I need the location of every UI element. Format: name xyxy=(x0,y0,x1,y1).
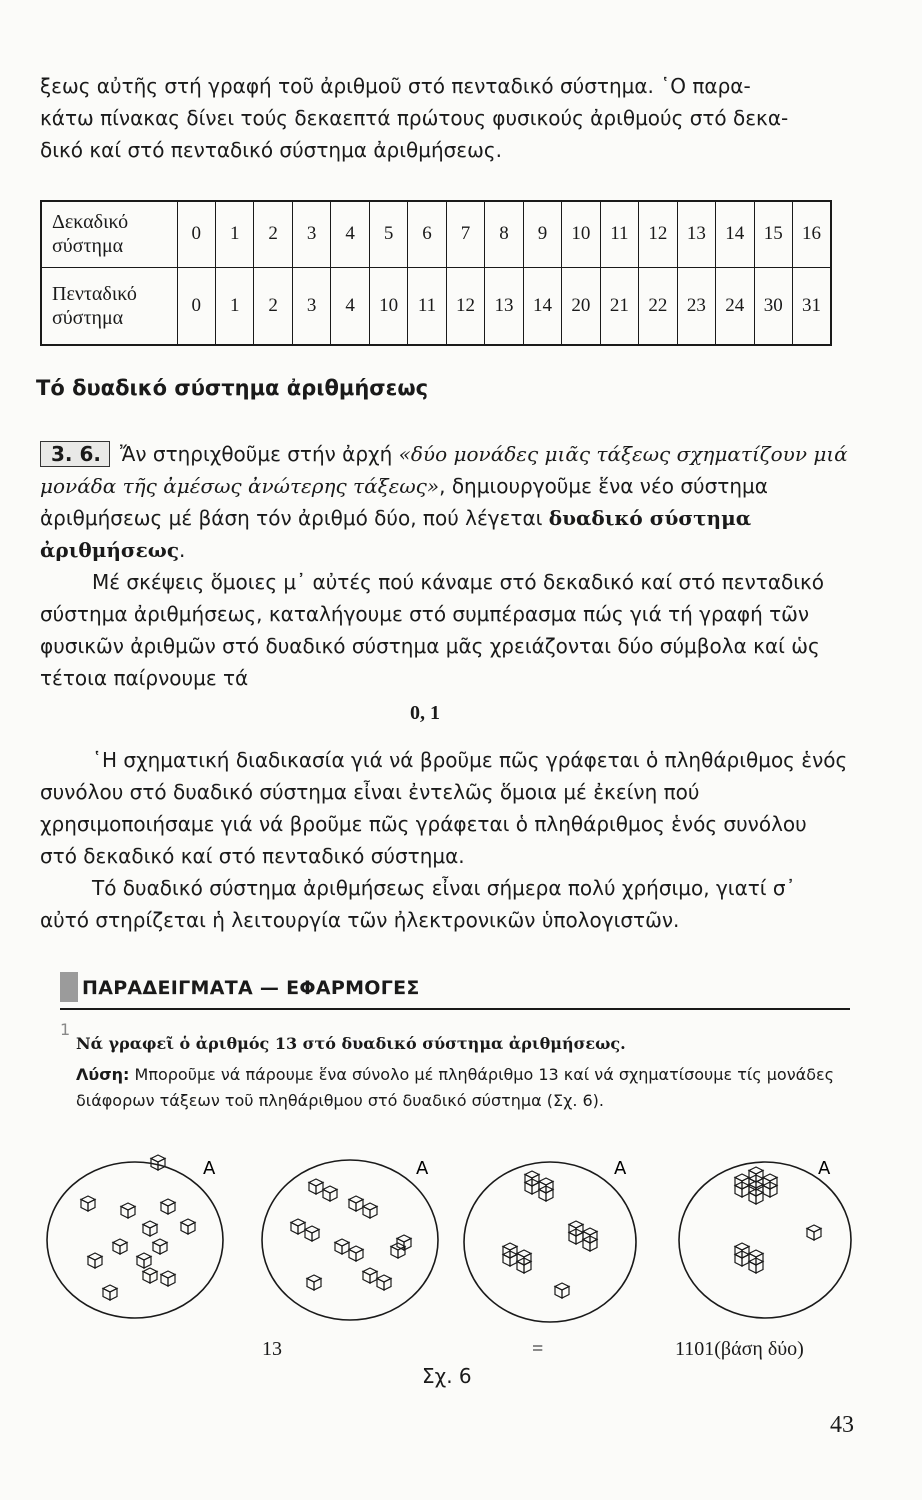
decimal-cell: 12 xyxy=(639,201,677,267)
decimal-cell: 14 xyxy=(716,201,754,267)
pair-group xyxy=(291,1219,319,1241)
example-solution: Λύση: Μποροῦμε νά πάρουμε ἕνα σύνολο μέ πληθάριθμο 13 καί νά σχηματίσουμε τίς μονάδες διάφορων τάξεων τοῦ πληθάριθμου στό δυαδικό σύστημα (Σχ. 6). xyxy=(76,1065,835,1110)
four-group xyxy=(525,1171,553,1201)
set-boundary xyxy=(464,1162,636,1322)
unit-cube xyxy=(121,1203,135,1218)
section-number: 3. 6. xyxy=(40,441,110,467)
example-number: 1 xyxy=(60,1020,71,1039)
unit-cube xyxy=(555,1283,569,1298)
page-number: 43 xyxy=(830,1412,854,1438)
unit-cube xyxy=(137,1253,151,1268)
divider xyxy=(60,1008,850,1010)
decimal-pentadic-table xyxy=(40,200,832,346)
decimal-cell: 16 xyxy=(793,201,832,267)
pentadic-cell: 14 xyxy=(523,267,561,345)
figure-result: 1101(βάση δύο) xyxy=(675,1338,804,1360)
decimal-cell: 4 xyxy=(331,201,369,267)
four-group xyxy=(503,1243,531,1273)
decimal-cell: 0 xyxy=(177,201,215,267)
principle-quote: «δύο μονάδες μιᾶς τάξεως σχηματίζουν μιά μονάδα τῆς ἀμέσως ἀνώτερης τάξεως» xyxy=(40,442,848,498)
paragraph: ῾Η σχηματική διαδικασία γιά νά βροῦμε πῶς γράφεται ὁ πληθάριθμος ἑνός συνόλου στό δυαδικό σύστημα εἶναι ἐντελῶς ὅμοια μέ ἐκείνη πού χρησιμοποιήσαμε γιά νά βροῦμε πῶς γράφεται ὁ πληθάριθμος ἑνός συνόλου στό δεκαδικό καί στό πενταδικό σύστημα. xyxy=(40,748,848,868)
set-2-pairs xyxy=(262,1158,438,1320)
decimal-cell: 3 xyxy=(292,201,330,267)
set-boundary xyxy=(47,1162,223,1318)
row-header: Δεκαδικό σύστημα xyxy=(41,201,177,267)
pentadic-cell: 21 xyxy=(600,267,638,345)
pentadic-cell: 13 xyxy=(485,267,523,345)
paragraph: 3. 6. Ἄν στηριχθοῦμε στήν ἀρχή «δύο μονάδες μιᾶς τάξεως σχηματίζουν μιά μονάδα τῆς ἀμέσως ἀνώτερης τάξεως», δημιουργοῦμε ἕνα νέο σύστημα ἀριθμήσεως μέ βάση τόν ἀριθμό δύο, πού λέγεται δυαδικό σύστημα ἀριθμήσεως. xyxy=(40,442,848,562)
pentadic-cell: 2 xyxy=(254,267,292,345)
pentadic-cell: 3 xyxy=(292,267,330,345)
intro-line: δικό καί στό πενταδικό σύστημα ἀριθμήσεως. xyxy=(40,138,502,162)
decimal-cell: 5 xyxy=(369,201,407,267)
eight-group xyxy=(735,1167,777,1204)
unit-cube xyxy=(143,1221,157,1236)
example-task: Νά γραφεῖ ὁ ἀριθμός 13 στό δυαδικό σύστημα ἀριθμήσεως. xyxy=(76,1034,626,1053)
pair-group xyxy=(363,1268,391,1290)
intro-line: κάτω πίνακας δίνει τούς δεκαεπτά πρώτους φυσικούς ἀριθμούς στό δεκα- xyxy=(40,106,789,130)
unit-cube xyxy=(181,1219,195,1234)
section-title: Τό δυαδικό σύστημα ἀριθμήσεως xyxy=(36,376,429,400)
decimal-cell: 1 xyxy=(215,201,253,267)
unit-cube xyxy=(153,1239,167,1254)
paragraph: Μέ σκέψεις ὅμοιες μ᾿ αὐτές πού κάναμε στό δεκαδικό καί στό πενταδικό σύστημα ἀριθμήσεως, καταλήγουμε στό συμπέρασμα πώς γιά τή γραφή τῶν φυσικῶν ἀριθμῶν στό δυαδικό σύστημα μᾶς χρειάζονται δύο σύμβολα καί ὡς τέτοια παίρνουμε τά xyxy=(40,570,825,690)
pair-group xyxy=(309,1179,337,1201)
intro-paragraph xyxy=(40,70,850,166)
decimal-row xyxy=(41,201,831,267)
decimal-cell: 8 xyxy=(485,201,523,267)
unit-cube xyxy=(88,1253,102,1268)
unit-cube xyxy=(161,1271,175,1286)
binary-symbols: 0, 1 xyxy=(410,702,440,724)
pair-group xyxy=(391,1235,411,1258)
decimal-cell: 7 xyxy=(446,201,484,267)
set-3-fours xyxy=(464,1158,636,1322)
set-label: A xyxy=(818,1158,831,1179)
set-1-units xyxy=(47,1155,223,1318)
figure-caption: Σχ. 6 xyxy=(422,1364,472,1388)
pentadic-cell: 31 xyxy=(793,267,832,345)
pentadic-cell: 22 xyxy=(639,267,677,345)
unit-cube xyxy=(143,1268,157,1283)
decimal-cell: 11 xyxy=(600,201,638,267)
examples-header xyxy=(60,966,850,1010)
set-label: A xyxy=(614,1158,627,1179)
figure-equals: = xyxy=(532,1338,544,1360)
pentadic-cell: 24 xyxy=(716,267,754,345)
set-label: A xyxy=(416,1158,429,1179)
pentadic-cell: 10 xyxy=(369,267,407,345)
figure-6-grouping-diagram xyxy=(40,1140,870,1340)
intro-line: ξεως αὐτῆς στή γραφή τοῦ ἀριθμοῦ στό πενταδικό σύστημα. ῾Ο παρα- xyxy=(40,74,751,98)
pentadic-cell: 4 xyxy=(331,267,369,345)
unit-cube xyxy=(151,1155,165,1170)
unit-cube xyxy=(807,1225,821,1240)
pentadic-cell: 30 xyxy=(754,267,792,345)
unit-cube xyxy=(161,1199,175,1214)
decimal-cell: 9 xyxy=(523,201,561,267)
unit-cube xyxy=(307,1275,321,1290)
unit-cube xyxy=(81,1196,95,1211)
pair-group xyxy=(335,1239,363,1261)
set-label: A xyxy=(203,1158,216,1179)
pentadic-cell: 23 xyxy=(677,267,715,345)
pentadic-cell: 1 xyxy=(215,267,253,345)
four-group xyxy=(569,1221,597,1251)
pentadic-cell: 12 xyxy=(446,267,484,345)
solution-label: Λύση: xyxy=(76,1065,130,1084)
term-binary-system: δυαδικό σύστημα ἀριθμήσεως xyxy=(40,506,752,562)
decimal-cell: 2 xyxy=(254,201,292,267)
decimal-cell: 6 xyxy=(408,201,446,267)
set-boundary xyxy=(262,1160,438,1320)
examples-title: ΠΑΡΑΔΕΙΓΜΑΤΑ — ΕΦΑΡΜΟΓΕΣ xyxy=(82,977,420,999)
unit-cube xyxy=(103,1285,117,1300)
set-boundary xyxy=(679,1162,851,1318)
pair-group xyxy=(349,1196,377,1218)
row-header: Πενταδικό σύστημα xyxy=(41,267,177,345)
pentadic-cell: 20 xyxy=(562,267,600,345)
four-group xyxy=(735,1243,763,1273)
unit-cube xyxy=(113,1239,127,1254)
decimal-cell: 10 xyxy=(562,201,600,267)
pentadic-row xyxy=(41,267,831,345)
decimal-cell: 15 xyxy=(754,201,792,267)
figure-left-value: 13 xyxy=(262,1338,282,1360)
header-square-icon xyxy=(60,972,78,1002)
pentadic-cell: 0 xyxy=(177,267,215,345)
pentadic-cell: 11 xyxy=(408,267,446,345)
section-3-6 xyxy=(40,438,850,694)
paragraph: Τό δυαδικό σύστημα ἀριθμήσεως εἶναι σήμερα πολύ χρήσιμο, γιατί σ᾿ αὐτό στηρίζεται ἡ λειτουργία τῶν ἠλεκτρονικῶν ὑπολογιστῶν. xyxy=(40,876,796,932)
decimal-cell: 13 xyxy=(677,201,715,267)
set-4-eight xyxy=(679,1158,851,1318)
